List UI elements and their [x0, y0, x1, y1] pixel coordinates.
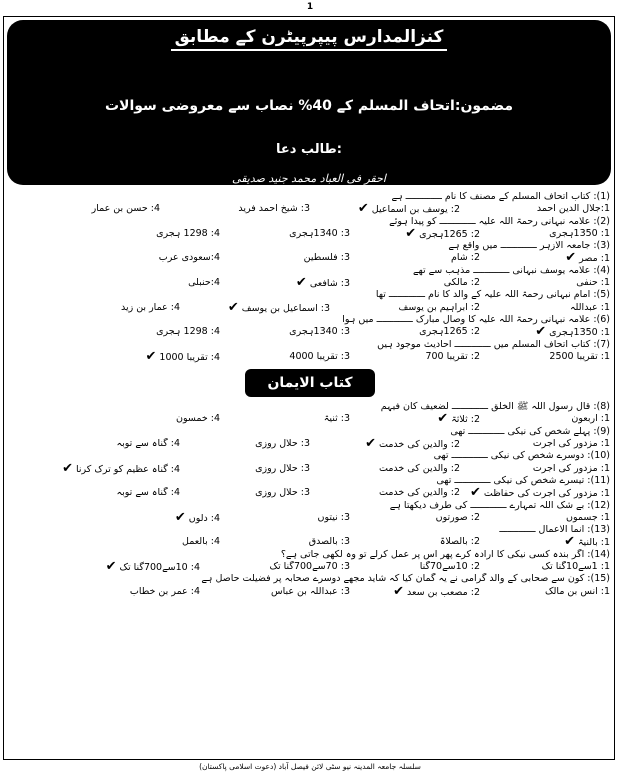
option-2: [310, 203, 460, 215]
option-4: [90, 512, 220, 524]
check-icon: ✔: [565, 252, 577, 265]
option-3: [220, 512, 350, 524]
option-1: [480, 326, 610, 338]
option-2: [310, 487, 460, 499]
option-text: 3: شافعی: [309, 278, 350, 290]
header-subject: مضمون:اتحاف المسلم کے 40% نصاب سے معروضی سوالات: [104, 98, 514, 114]
kitab-title: کتاب الایمان: [245, 369, 374, 397]
section-2: [10, 401, 610, 598]
option-text: 4: بالعمل: [182, 536, 220, 548]
option-4: [50, 561, 200, 573]
option-text: 3: نیتوں: [317, 511, 350, 523]
question-text: (11): تیسرے شخص کی نیکی ـــــــــــــ تھی: [436, 474, 610, 486]
option-text: 3: بالصدق: [308, 536, 350, 548]
option-text: 1: تقریبا 2500: [549, 350, 610, 362]
options-row: [10, 487, 610, 499]
option-text: 4: گناہ سے توبہ: [116, 438, 180, 450]
option-1: [480, 413, 610, 425]
option-3: [160, 203, 310, 215]
options-row: [10, 512, 610, 524]
header-banner: [7, 20, 611, 185]
option-4: [90, 326, 220, 338]
option-1: [460, 463, 610, 475]
check-icon: ✔: [357, 203, 369, 216]
option-text: 2: والدین کی خدمت: [378, 462, 460, 474]
option-4: [90, 413, 220, 425]
option-text: 4: دلوں: [188, 512, 220, 524]
question-text: (5): امام نبہانی رحمۃ اللہ علیہ کے والد کا نام ـــــــــــــ تھا: [375, 289, 610, 301]
option-text: 4: گناہ عظیم کو ترک کرنا: [76, 463, 180, 475]
option-text: 3: حلال روزی: [255, 462, 310, 474]
option-text: 4: عمار بن زید: [120, 301, 180, 313]
option-3: [180, 487, 310, 499]
option-text: 4:حنبلی: [188, 277, 220, 289]
option-text: 1: مزدور کی اجرت: [532, 438, 610, 450]
option-3: [180, 302, 330, 314]
options-row: [10, 586, 610, 598]
option-text: 3: حلال روزی: [255, 438, 310, 450]
option-4: [90, 252, 220, 264]
header-talib: طالب دعا:: [276, 142, 342, 157]
option-text: 4: 10سے700گنا تک: [119, 562, 200, 574]
option-3: [180, 438, 310, 450]
option-text: 3: 70سے700گنا تک: [269, 561, 350, 573]
question-text: (1): کتاب اتحاف المسلم کے مصنف کا نام ـــــــــــــ ہے: [391, 191, 610, 202]
check-icon: ✔: [469, 487, 481, 500]
option-text: 3: 1340ہجری: [289, 227, 350, 239]
option-text: 1: حنفی: [576, 277, 610, 289]
check-icon: ✔: [437, 413, 449, 426]
check-icon: ✔: [365, 438, 376, 451]
option-text: 2: 1265ہجری: [419, 228, 480, 240]
option-1: [480, 536, 610, 548]
option-text: 3: 1340ہجری: [289, 326, 350, 338]
option-3: [220, 536, 350, 548]
option-4: [90, 351, 220, 363]
check-icon: ✔: [564, 536, 575, 549]
option-3: [220, 413, 350, 425]
option-3: [220, 326, 350, 338]
option-text: 1: مزدور کی اجرت: [532, 462, 610, 474]
option-3: [220, 277, 350, 289]
option-text: 1: اربعون: [571, 413, 610, 425]
option-text: 2: 10سے70گنا: [419, 561, 480, 573]
option-text: 3: فلسطین: [303, 252, 350, 264]
option-2: [350, 351, 480, 363]
option-2: [310, 463, 460, 475]
option-text: 2: ابراہیم بن یوسف: [398, 301, 480, 313]
option-3: [220, 351, 350, 363]
option-text: 3: اسماعیل بن یوسف: [241, 302, 330, 314]
option-text: 2: تقریبا 700: [425, 350, 480, 362]
option-text: 1: مزدور کی اجرت کی حفاظت: [483, 488, 610, 500]
option-text: 1: 1350ہجری: [549, 327, 610, 339]
question-text: (13): انما الاعمال ـــــــــــــ: [499, 524, 610, 536]
section-1: [10, 191, 610, 363]
option-text: 2: بالصلاۃ: [439, 536, 480, 548]
option-4: [30, 487, 180, 499]
option-text: 1:جلال الدین احمد: [536, 203, 610, 215]
footer-text: سلسلہ جامعہ المدینہ نیو سٹی لائن فیصل آباد (دعوت اسلامی پاکستان): [199, 762, 421, 771]
check-icon: ✔: [174, 511, 186, 525]
option-2: [350, 252, 480, 264]
option-2: [350, 536, 480, 548]
option-3: [200, 586, 350, 598]
option-3: [180, 463, 310, 475]
options-row: [10, 326, 610, 338]
option-text: 1: انس بن مالک: [545, 585, 610, 597]
header-author: احقر فی العباد محمد جنید صدیقی: [232, 172, 386, 185]
option-2: [310, 438, 460, 450]
check-icon: ✔: [405, 227, 417, 241]
options-row: [10, 463, 610, 475]
option-text: 4: تقریبا 1000: [159, 351, 220, 363]
option-text: 2: 1265ہجری: [419, 326, 480, 338]
option-1: [480, 351, 610, 363]
question-text: (9): پہلے شخص کی نیکی ـــــــــــــ تھی: [450, 425, 610, 437]
option-text: 3: حلال روزی: [255, 487, 310, 499]
option-text: 1: عبداللہ: [569, 301, 610, 313]
option-2: [350, 561, 480, 573]
check-icon: ✔: [62, 462, 74, 475]
option-4: [30, 203, 160, 215]
option-text: 4: 1298 ہجری: [156, 326, 220, 338]
check-icon: ✔: [105, 561, 117, 574]
options-row: [10, 302, 610, 314]
kitab-heading: [10, 369, 610, 397]
option-4: [30, 463, 180, 475]
question-text: (14): اگر بندہ کسی نیکی کا ارادہ کرے پھر اس پر عمل کرلے تو وہ لکھی جاتی ہے؟: [280, 548, 610, 560]
option-text: 1: 1350ہجری: [549, 227, 610, 239]
option-1: [480, 561, 610, 573]
option-text: 2: صورتوں: [435, 511, 480, 523]
question-text: (7): کتاب اتحاف المسلم میں ـــــــــــــ احادیث موجود ہیں: [377, 338, 610, 350]
option-1: [480, 512, 610, 524]
option-text: 2: مصعب بن سعد: [407, 586, 480, 598]
option-text: 4: گناہ سے توبہ: [116, 487, 180, 499]
option-1: [480, 277, 610, 289]
question-text: (3): جامعہ الازہر ـــــــــــــ میں واقع ہے: [448, 240, 610, 252]
option-1: [480, 302, 610, 314]
option-4: [30, 438, 180, 450]
option-2: [350, 413, 480, 425]
option-2: [350, 228, 480, 240]
option-4: [90, 228, 220, 240]
option-3: [220, 228, 350, 240]
options-row: [10, 228, 610, 240]
check-icon: ✔: [145, 350, 157, 364]
questions-content: [10, 191, 610, 598]
question-text: (4): علامہ یوسف نبہانی ـــــــــــــ مذہب سے تھے: [413, 264, 610, 276]
check-icon: ✔: [227, 301, 239, 314]
option-text: 2: والدین کی خدمت: [378, 487, 460, 499]
option-2: [330, 302, 480, 314]
option-4: [50, 302, 180, 314]
options-row: [10, 561, 610, 573]
check-icon: ✔: [393, 585, 405, 598]
option-text: 1: مصر: [579, 253, 610, 265]
question-text: (10): دوسرے شخص کی نیکی ـــــــــــــ تھی: [433, 450, 610, 462]
option-text: 2: شام: [450, 252, 480, 264]
option-text: 3: تقریبا 4000: [289, 350, 350, 362]
option-text: 1: 1سے10گنا تک: [541, 561, 610, 573]
option-text: 3: ثنیۃ: [323, 413, 350, 425]
question-text: (15): کون سے صحابی کے والد گرامی نے یہ گمان کیا کہ شاید مجھے دوسرے صحابہ پر فضیلت حاصل ہے: [201, 573, 610, 585]
option-3: [220, 252, 350, 264]
option-2: [350, 512, 480, 524]
option-text: 2: مالکی: [443, 277, 480, 289]
options-row: [10, 438, 610, 450]
question-text: (8): قال رسول اللہ ﷺ الخلق ـــــــــــــ لضعیف کان فیہم: [380, 401, 610, 413]
option-text: 2: ثلاثۃ: [451, 414, 480, 426]
option-text: 1: جسموں: [566, 511, 610, 523]
option-2: [350, 586, 480, 598]
option-text: 1: بالنیۃ: [577, 537, 610, 549]
option-3: [200, 561, 350, 573]
option-4: [90, 277, 220, 289]
option-4: [90, 536, 220, 548]
option-text: 4: خمسون: [176, 413, 220, 425]
option-text: 4:سعودی عرب: [158, 252, 220, 264]
option-1: [480, 586, 610, 598]
option-1: [480, 228, 610, 240]
option-text: 2: یوسف بن اسماعیل: [371, 204, 460, 216]
option-text: 4: حسن بن عمار: [91, 203, 160, 215]
option-1: [460, 438, 610, 450]
option-4: [70, 586, 200, 598]
option-1: [460, 487, 610, 499]
options-row: [10, 203, 610, 215]
option-text: 2: والدین کی خدمت: [378, 439, 460, 451]
options-row: [10, 536, 610, 548]
option-2: [350, 326, 480, 338]
option-text: 4: 1298 ہجری: [156, 227, 220, 239]
question-text: (12): بے شک اللہ تمہارے ـــــــــــــ کی طرف دیکھتا ہے: [389, 499, 610, 511]
option-1: [460, 203, 610, 215]
options-row: [10, 413, 610, 425]
page-number: 1: [306, 2, 314, 12]
option-text: 4: عمر بن خطاب: [129, 585, 200, 597]
check-icon: ✔: [295, 277, 307, 290]
option-text: 3: شیخ احمد فرید: [238, 203, 310, 215]
header-title: کنزالمدارس پیپرپیٹرن کے مطابق: [7, 26, 611, 47]
option-text: 3: عبداللہ بن عباس: [271, 585, 350, 597]
options-row: [10, 277, 610, 289]
question-text: (6): علامہ نبہانی رحمۃ اللہ علیہ کا وصال مبارک ـــــــــــــ میں ہوا: [342, 313, 610, 325]
question-text: (2): علامہ نبہانی رحمۃ اللہ علیہ ـــــــــــــ کو پیدا ہوئے: [389, 215, 610, 227]
options-row: [10, 351, 610, 363]
option-2: [350, 277, 480, 289]
check-icon: ✔: [535, 326, 547, 339]
options-row: [10, 252, 610, 264]
option-1: [480, 252, 610, 264]
